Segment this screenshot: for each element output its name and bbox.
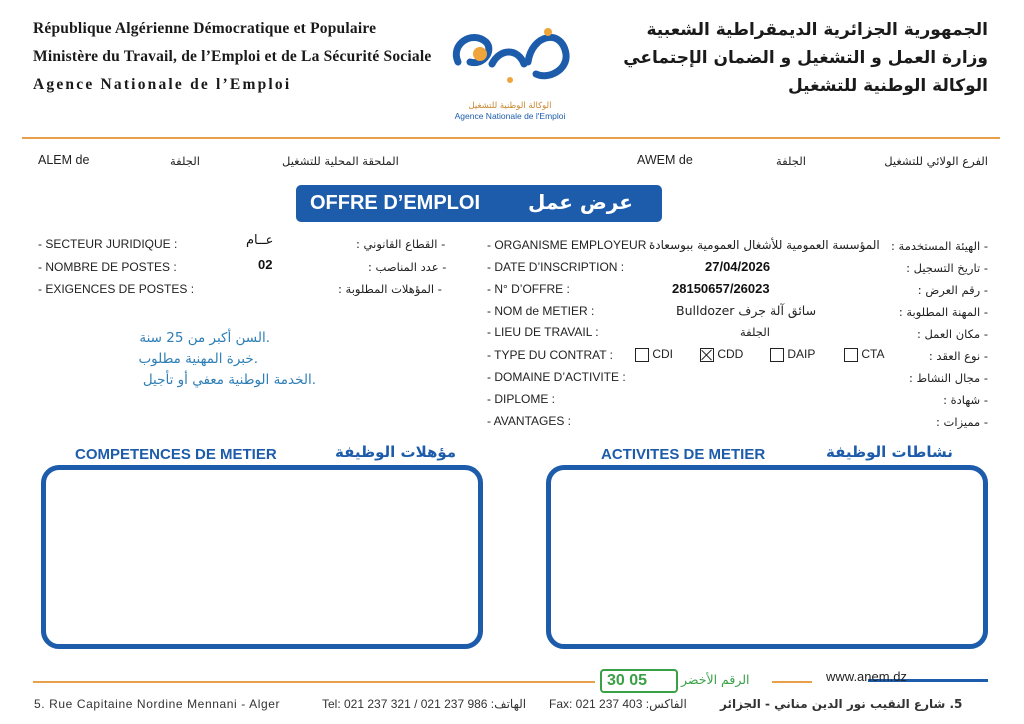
field-postes-fr: - NOMBRE DE POSTES : — [38, 260, 177, 274]
logo-fr-text: Agence Nationale de l'Emploi — [454, 111, 566, 121]
footer-line-mid — [772, 681, 812, 683]
field-organisme-fr: - ORGANISME EMPLOYEUR : — [487, 238, 654, 252]
checkbox-cta[interactable] — [844, 348, 858, 362]
header-fr-line3: Agence Nationale de l’Emploi — [33, 76, 292, 93]
awem-ar-label: الفرع الولائي للتشغيل — [884, 154, 988, 168]
field-metier-value: Bulldozer سائق آلة جرف — [676, 303, 817, 318]
checkbox-cdd[interactable] — [700, 348, 714, 362]
contract-option-cdi[interactable] — [635, 347, 673, 362]
field-exigences-ar: - المؤهلات المطلوبة : — [338, 282, 442, 296]
competences-title-fr: COMPETENCES DE METIER — [75, 446, 277, 463]
header-fr-line1: République Algérienne Démocratique et Populaire — [33, 20, 377, 37]
green-number: 30 05 — [607, 672, 648, 689]
field-avantages-ar: - مميزات : — [936, 415, 988, 429]
field-secteur-ar: - القطاع القانوني : — [356, 237, 446, 251]
footer-address-fr: 5. Rue Capitaine Nordine Mennani - Alger — [34, 697, 281, 711]
field-diplome-fr: - DIPLOME : — [487, 392, 556, 406]
checkbox-daip[interactable] — [770, 348, 784, 362]
footer-fax: Fax: 021 237 403 :الفاكس — [549, 697, 687, 711]
green-number-label: الرقم الأخضر — [681, 672, 750, 687]
header-ar-line1: الجمهورية الجزائرية الديمقراطية الشعبية — [646, 20, 988, 40]
header-ar-line3: الوكالة الوطنية للتشغيل — [787, 76, 988, 96]
alem-city: الجلفة — [170, 154, 200, 168]
field-date-fr: - DATE D’INSCRIPTION : — [487, 260, 625, 274]
field-contrat-ar: - نوع العقد : — [928, 349, 988, 363]
requirement-item: .خبرة المهنية مطلوب — [138, 351, 258, 367]
field-offre-value: 28150657/26023 — [672, 281, 770, 296]
field-date-ar: - تاريخ التسجيل : — [906, 261, 988, 275]
header-ar-line2: وزارة العمل و التشغيل و الضمان الإجتماعي — [623, 48, 988, 68]
website-link[interactable]: www.anem.dz — [826, 669, 907, 684]
field-lieu-value: الجلفة — [740, 325, 770, 339]
requirement-item: .السن أكبر من 25 سنة — [139, 330, 270, 346]
awem-city: الجلفة — [776, 154, 806, 168]
field-domaine-ar: - مجال النشاط : — [908, 371, 988, 385]
field-organisme-value: المؤسسة العمومية للأشغال العمومية ببوسعادة — [649, 238, 880, 252]
field-secteur-fr: - SECTEUR JURIDIQUE : — [38, 237, 178, 251]
field-diplome-ar: - شهادة : — [943, 393, 988, 407]
contract-option-daip[interactable] — [770, 347, 815, 362]
contract-option-cta[interactable] — [844, 347, 884, 362]
alem-label: ALEM de — [38, 153, 90, 167]
offer-title-ar: عرض عمل — [528, 190, 633, 214]
offer-title-fr: OFFRE D’EMPLOI — [310, 192, 480, 214]
alem-ar-label: الملحقة المحلية للتشغيل — [282, 154, 399, 168]
header-fr-line2: Ministère du Travail, de l’Emploi et de La Sécurité Sociale — [33, 48, 432, 65]
offer-title-bar — [296, 185, 662, 222]
field-contrat-fr: - TYPE DU CONTRAT : — [487, 348, 614, 362]
field-postes-ar: - عدد المناصب : — [368, 260, 447, 274]
competences-box — [41, 465, 483, 649]
footer-tel: Tel: 021 237 321 / 021 237 986 :الهاتف — [322, 697, 527, 711]
anem-logo-mark — [440, 14, 580, 96]
logo-ar-text: الوكالة الوطنية للتشغيل — [468, 101, 552, 111]
awem-label: AWEM de — [637, 153, 693, 167]
contract-option-label: DAIP — [787, 347, 816, 361]
field-offre-ar: - رقم العرض : — [917, 283, 988, 297]
field-metier-fr: - NOM de METIER : — [487, 304, 595, 318]
contract-option-label: CDD — [717, 347, 744, 361]
activites-title-ar: نشاطات الوظيفة — [826, 443, 953, 461]
field-secteur-value: عــام — [246, 233, 274, 248]
activites-box — [546, 465, 988, 649]
field-metier-ar: - المهنة المطلوبة : — [898, 305, 988, 319]
field-domaine-fr: - DOMAINE D’ACTIVITE : — [487, 370, 626, 384]
field-lieu-ar: - مكان العمل : — [916, 327, 988, 341]
green-number-box — [600, 669, 678, 693]
activites-title-fr: ACTIVITES DE METIER — [601, 446, 766, 463]
checkbox-cdi[interactable] — [635, 348, 649, 362]
field-offre-fr: - N° D’OFFRE : — [487, 282, 570, 296]
footer-address-ar: 5. شارع النقيب نور الدين مناني - الجزائر — [720, 697, 963, 711]
requirement-item: .الخدمة الوطنية معفي أو تأجيل — [142, 372, 316, 388]
field-exigences-fr: - EXIGENCES DE POSTES : — [38, 282, 195, 296]
field-organisme-ar: - الهيئة المستخدمة : — [891, 239, 988, 253]
competences-title-ar: مؤهلات الوظيفة — [335, 443, 457, 461]
anem-logo — [440, 14, 580, 126]
field-lieu-fr: - LIEU DE TRAVAIL : — [487, 325, 599, 339]
footer-line-left — [33, 681, 595, 683]
field-date-value: 27/04/2026 — [705, 259, 771, 274]
contract-option-label: CDI — [652, 347, 674, 361]
header-divider — [22, 137, 1000, 139]
contract-option-label: CTA — [861, 347, 885, 361]
field-postes-value: 02 — [258, 257, 273, 272]
field-avantages-fr: - AVANTAGES : — [487, 414, 572, 428]
contract-option-cdd[interactable] — [700, 347, 743, 362]
